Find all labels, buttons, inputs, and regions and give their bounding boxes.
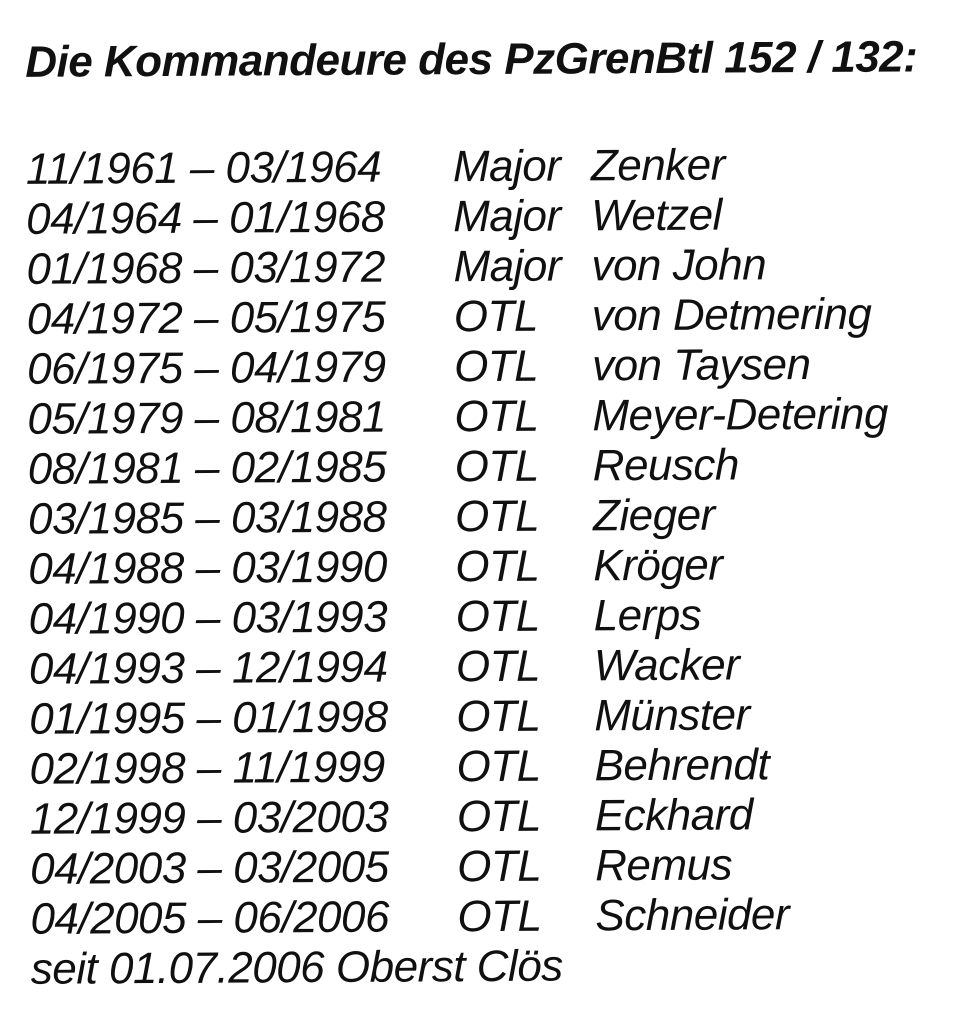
name-cell: Lerps (593, 590, 702, 641)
table-row (26, 139, 964, 195)
rank-cell: Major (453, 241, 562, 292)
table-row (29, 739, 967, 795)
table-row (29, 639, 967, 695)
name-cell: Reusch (592, 440, 740, 491)
name-cell: von Taysen (591, 340, 811, 391)
period-cell: 08/1981 – 02/1985 (27, 442, 387, 494)
name-cell: von John (591, 240, 767, 291)
name-cell: Wetzel (591, 190, 723, 241)
period-cell: 01/1968 – 03/1972 (26, 242, 386, 294)
rank-cell: OTL (455, 591, 540, 642)
rank-cell: OTL (454, 441, 539, 492)
table-row (30, 889, 968, 945)
table-row (30, 789, 968, 845)
period-cell: 04/1993 – 12/1994 (28, 642, 388, 694)
table-row (28, 589, 966, 645)
name-cell: Eckhard (594, 790, 753, 841)
rank-cell: OTL (453, 341, 539, 392)
table-row (27, 339, 965, 395)
rank-cell: OTL (456, 791, 542, 842)
rank-cell: OTL (454, 491, 540, 542)
table-row (30, 839, 968, 895)
period-cell: 04/1990 – 03/1993 (28, 592, 388, 644)
period-cell: 05/1979 – 08/1981 (27, 392, 387, 444)
name-cell: Behrendt (594, 740, 770, 791)
name-cell: Kröger (593, 540, 723, 591)
rank-cell: Major (452, 141, 561, 192)
commanders-table (26, 139, 969, 945)
name-cell: Schneider (595, 890, 790, 941)
table-row (28, 439, 966, 495)
period-cell: 02/1998 – 11/1999 (29, 742, 385, 794)
table-row (26, 239, 964, 295)
rank-cell: OTL (456, 691, 541, 742)
period-cell: 04/2005 – 06/2006 (30, 892, 390, 944)
rank-cell: OTL (453, 291, 539, 342)
period-cell: 12/1999 – 03/2003 (29, 792, 389, 844)
rank-cell: OTL (456, 741, 541, 792)
period-cell: 03/1985 – 03/1988 (27, 492, 387, 544)
rank-cell: OTL (457, 891, 542, 942)
period-cell: 04/1972 – 05/1975 (26, 292, 386, 344)
rank-cell: OTL (457, 841, 542, 892)
table-row (27, 289, 965, 345)
period-cell: 04/2003 – 03/2005 (30, 842, 389, 894)
table-row (27, 389, 965, 445)
period-cell: 06/1975 – 04/1979 (26, 342, 386, 394)
period-cell: 11/1961 – 03/1964 (25, 142, 382, 194)
table-row (26, 189, 964, 245)
rank-cell: Major (453, 191, 561, 242)
name-cell: von Detmering (591, 289, 872, 341)
rank-cell: OTL (455, 541, 540, 592)
name-cell: Wacker (593, 640, 740, 691)
period-cell: 04/1964 – 01/1968 (26, 192, 385, 244)
period-cell: 04/1988 – 03/1990 (28, 542, 388, 594)
rank-cell: OTL (455, 641, 541, 692)
rank-cell: OTL (454, 391, 539, 442)
document-title: Die Kommandeure des PzGrenBtl 152 / 132: (25, 32, 918, 87)
name-cell: Meyer-Detering (592, 389, 888, 441)
name-cell: Remus (595, 840, 733, 891)
table-row (28, 539, 966, 595)
name-cell: Zieger (592, 490, 715, 541)
table-row (28, 489, 966, 545)
name-cell: Zenker (590, 140, 725, 191)
period-cell: 01/1995 – 01/1998 (29, 692, 388, 744)
name-cell: Münster (594, 690, 750, 741)
table-row (29, 689, 967, 745)
footer-current-commander: seit 01.07.2006 Oberst Clös (30, 941, 563, 994)
